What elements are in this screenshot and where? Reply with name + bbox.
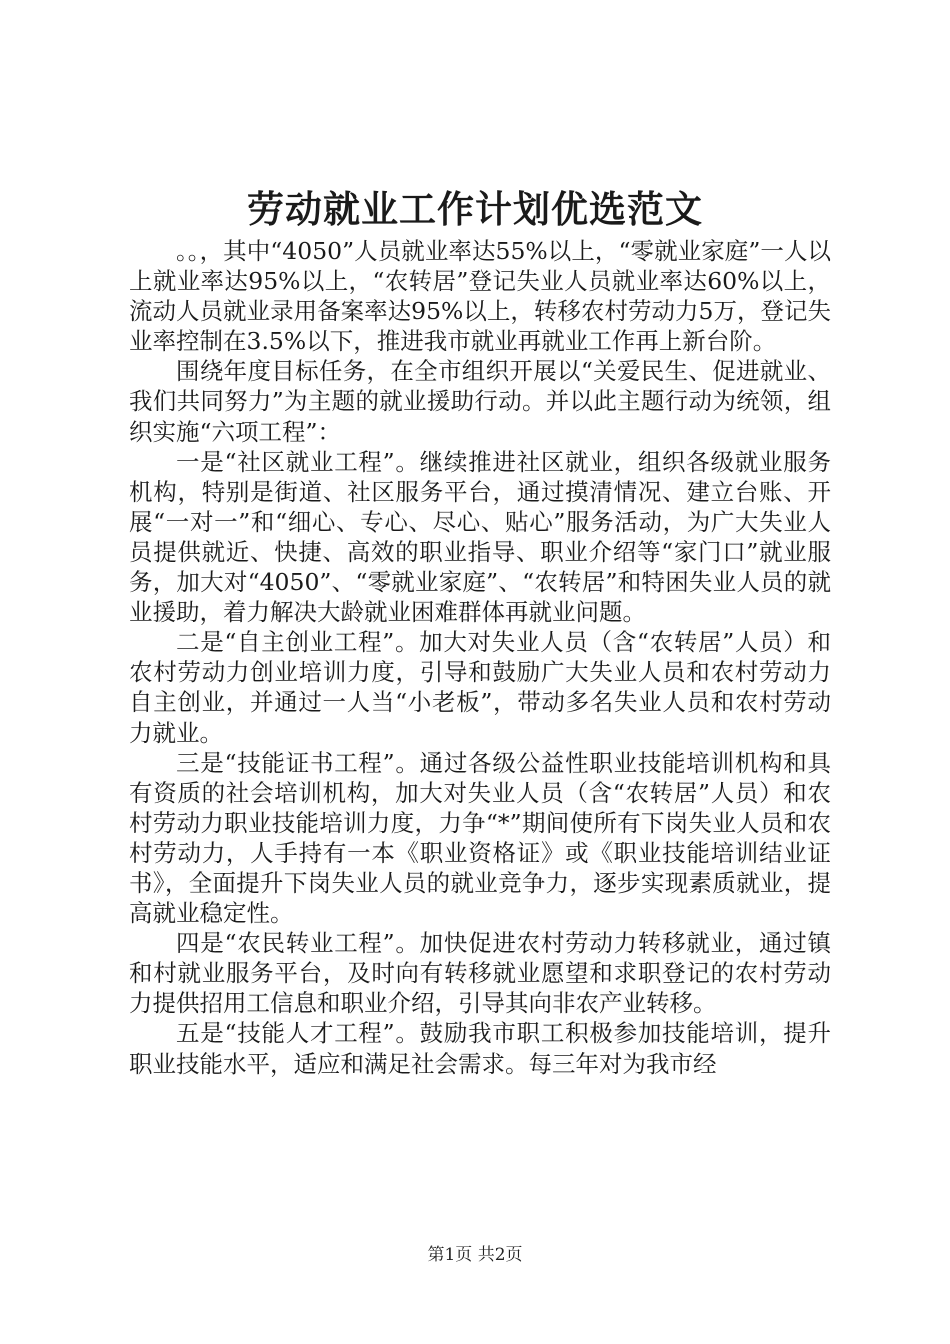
paragraph: 五是“技能人才工程”。鼓励我市职工积极参加技能培训，提升职业技能水平，适应和满足社会需求。每三年对为我市经 bbox=[129, 1019, 831, 1078]
paragraph: 围绕年度目标任务，在全市组织开展以“关爱民生、促进就业、我们共同努力”为主题的就业援助行动。并以此主题行动为统领，组织实施“六项工程”： bbox=[129, 357, 831, 446]
paragraph: 一是“社区就业工程”。继续推进社区就业，组织各级就业服务机构，特别是街道、社区服务平台，通过摸清情况、建立台账、开展“一对一”和“细心、专心、尽心、贴心”服务活动，为广大失业人员提供就近、快捷、高效的职业指导、职业介绍等“家门口”就业服务，加大对“4050”、“零就业家庭”、“农转居”和特困失业人员的就业援助，着力解决大龄就业困难群体再就业问题。 bbox=[129, 447, 831, 627]
paragraph: 四是“农民转业工程”。加快促进农村劳动力转移就业，通过镇和村就业服务平台，及时向有转移就业愿望和求职登记的农村劳动力提供招用工信息和职业介绍，引导其向非农产业转移。 bbox=[129, 929, 831, 1018]
paragraph: 二是“自主创业工程”。加大对失业人员（含“农转居”人员）和农村劳动力创业培训力度，引导和鼓励广大失业人员和农村劳动力自主创业，并通过一人当“小老板”，带动多名失业人员和农村劳动力就业。 bbox=[129, 628, 831, 747]
document-title: 劳动就业工作计划优选范文 bbox=[247, 187, 703, 231]
page-footer: 第1页 共2页 bbox=[427, 1245, 523, 1265]
paragraph: 三是“技能证书工程”。通过各级公益性职业技能培训机构和具有资质的社会培训机构，加大对失业人员（含“农转居”人员）和农村劳动力职业技能培训力度，力争“*”期间使所有下岗失业人员和农村劳动力，人手持有一本《职业资格证》或《职业技能培训结业证书》，全面提升下岗失业人员的就业竞争力，逐步实现素质就业，提高就业稳定性。 bbox=[129, 748, 831, 928]
document-body bbox=[129, 236, 831, 1079]
paragraph: 。。，其中“4050”人员就业率达55%以上，“零就业家庭”一人以上就业率达95%以上，“农转居”登记失业人员就业率达60%以上，流动人员就业录用备案率达95%以上，转移农村劳动力5万，登记失业率控制在3.5%以下，推进我市就业再就业工作再上新台阶。 bbox=[129, 237, 831, 356]
